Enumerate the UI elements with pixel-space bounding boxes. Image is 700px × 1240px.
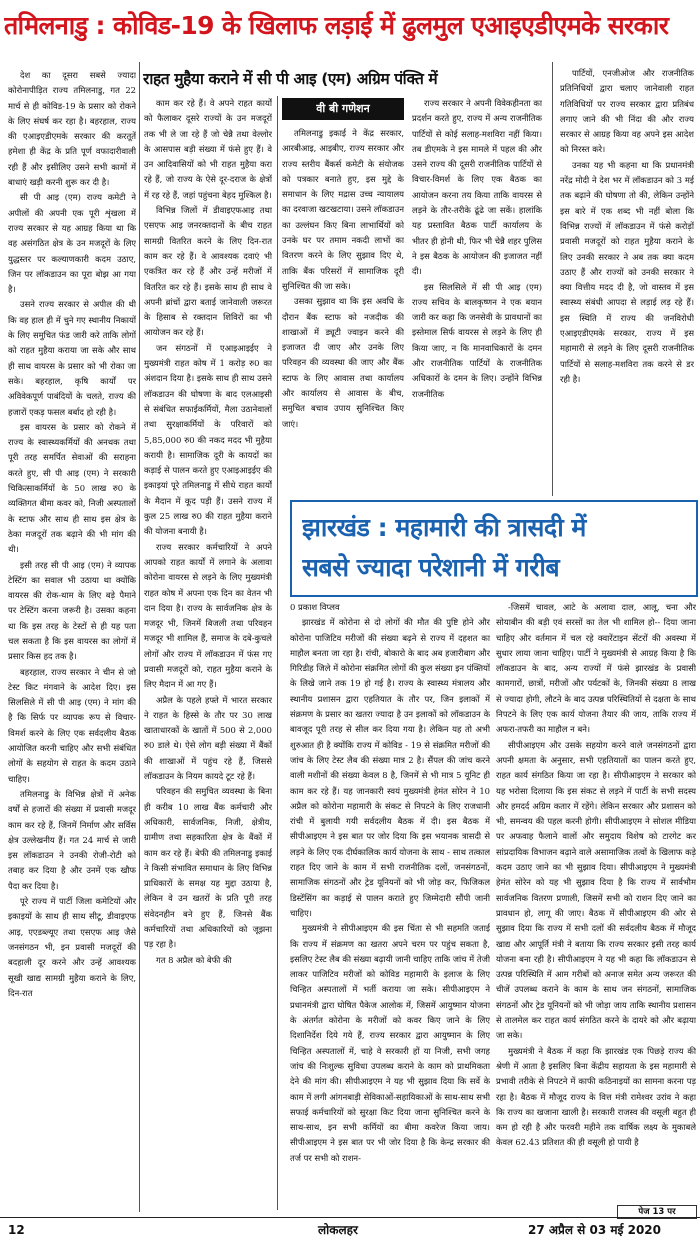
paragraph: उनका यह भी कहना था कि प्रधानमंत्री नरेंद्र मोदी ने देश भर में लॉकडाउन को 3 मई तक बढ़ाने की घोषणा तो की, लेकिन उन्होंने इस बारे में एक शब्द भी नहीं बोला कि विभिन्न राज्यों में लॉकडाउन में फंसे करोड़ों प्रवासी मजदूरों को राहत मुहैया कराने के लिए उनकी सरकार ने अब तक क्या कदम उठाए हैं और राज्यों को उनकी सरकार ने क्या वित्तीय मदद दी है, जो वास्तव में इस स्वास्थ्य संबंधी आपदा से लड़ाई लड़ रहे हैं। इस स्थिति में राज्य की जनविरोधी एआइएडीएमके सरकार, राज्य में इस महामारी से लड़ने के लिए दूसरी राजनीतिक पार्टियों से सलाह-मशविरा तक करने से डर रही है। [560,159,694,384]
jharkhand-column-1-body [290,615,490,1166]
paragraph: पूरे राज्य में पार्टी जिला कमेटियों और इकाइयों के साथ ही साथ सीटू, डीवाइएफ आइ, एएडब्ल्यूए तथा एसएफ आइ जैसे जनसंगठन भी, इन प्रवासी मजदूरों की बदहाली दूर करने और उन्हें आवश्यक सूखी खाद्य सामग्री मुहैया कराने के लिए, दिन-रात [8,896,136,998]
paragraph: गत 8 अप्रैल को बेफी की [156,954,232,965]
paragraph: उसका सुझाव था कि इस अवधि के दौरान बैंक स्टाफ को नजदीक की शाखाओं में ड्यूटी ज्वाइन करने की इजाजत दी जाए और उनके लिए परिवहन की व्यवस्था की जाए और बैंक स्टाफ के लिए आवास तथा कार्यालय और कार्यालय से आवास के बीच, समुचित बचाव उपाय सुनिश्चित किए जाएं। [282,296,404,429]
article-column-3 [282,126,404,496]
paragraph: काम कर रहे हैं। वे अपने राहत कार्यों को फैलाकर दूसरे राज्यों के उन मजदूरों तक भी ले जा रहे हैं जो चेन्नै तथा वेल्लोर के आसपास बड़ी संख्या में फंसे हुए हैं। वे उन आदिवासियों को भी राहत मुहैया करा रहे हैं, जो राज्य के ऐसे दूर-दराज के क्षेत्रों में रह रहे हैं, जहां पहुंचना बेहद मुश्किल है। [144,98,272,200]
article-column-2 [144,96,272,1210]
paragraph: तमिलनाडु इकाई ने केंद्र सरकार, आरबीआइ, आइबीए, राज्य सरकार और राज्य स्तरीय बैंकर्स कमेटी के संयोजक को पत्रकार बनाते हुए, इस मुद्दे के समाधान के लिए मद्रास उच्च न्यायालय का दरवाजा खटखटाया। उसने लॉकडाउन का उल्लंघन किए बिना लाभार्थियों को उनके घर पर तमाम नकदी लाभों का वितरण करने के लिए सुझाव दिए थे, ताकि बैंक परिसरों में सामाजिक दूरी सुनिश्चित की जा सके। [282,128,404,291]
paragraph: मुख्यमंत्री ने बैठक में कहा कि झारखंड एक पिछड़े राज्य की श्रेणी में आता है इसलिए बिना केंद्रीय सहायता के इस महामारी से प्रभावी तरीके से निपटने में काफी कठिनाइयों का सामना करना पड़ रहा है। बैठक में मौजूद राज्य के वित्त मंत्री रामेश्वर उरांव ने कहा कि राज्य का खजाना खाली है। सरकारी राजस्व की वसूली बहुत ही कम हो रही है और फरवरी महीने तक वार्षिक लक्ष्य के मुकाबले केवल 62.43 प्रतिशत की ही वसूली हो पायी है [496,1045,696,1148]
jharkhand-column-2 [496,600,696,1203]
paragraph: इस सिलसिले में सी पी आइ (एम) राज्य सचिव के बालकृष्णन ने एक बयान जारी कर कहा कि जनसेवी के प्रावधानों का इस्तेमाल सिर्फ वायरस से लड़ने के लिए ही किया जाए, न कि मानवाधिकारों के दमन और राजनीतिक पार्टियों के राजनीतिक अधिकारों के दमन के लिए। उन्होंने विभिन्न राजनीतिक [412,281,542,399]
article-column-5 [560,66,694,496]
article-subheadline: राहत मुहैया कराने में सी पी आइ (एम) अग्रिम पंक्ति में [143,70,438,88]
paragraph: उसने राज्य सरकार से अपील की थी कि वह हाल ही में चुने गए स्थानीय निकायों के लिए समुचित फंड जारी करे ताकि लोगों को राहत मुहैया कराया जा सके और साथ ही साथ वायरस के प्रसार को भी रोका जा सके। बहरहाल, कृषि कार्यों पर अविवेकपूर्ण पाबंदियों के चलते, राज्य की हजारों एकड़ फसल बर्बाद हो रही है। [8,299,136,417]
paragraph: झारखंड में कोरोना से दो लोगों की मौत की पुष्टि होने और कोरोना पाजिटिव मरीजों की संख्या बढ़ने से राज्य में दहशत का माहौल बनता जा रहा है। रांची, बोकारो के बाद अब हजारीबाग और गिरिडीह जिले में कोरोना संक्रमित लोगों की कुल संख्या इन पंक्तियों के लिखे जाने तक 19 हो गई है। राज्य के स्वास्थ्य मंत्रालय और स्थानीय प्रशासन द्वारा एहतियात के तौर पर, जिन इलाकों में संक्रमण के प्रसार का खतरा ज्यादा है उन इलाकों को लॉकडाउन के बावजूद पूरी तरह से सील कर दिया गया है। लेकिन यह तो अभी शुरुआत ही है क्योंकि राज्य में कोविड - 19 से संक्रमित मरीजों की जांच के लिए टेस्ट लैब की संख्या मात्र 2 है। सैंपल की जांच करने वाली मशीनों की संख्या केवल 8 है, जिनमें से भी मात्र 5 यूनिट ही काम कर रहे हैं। यह जानकारी स्वयं मुख्यमंत्री हेमंत सोरेन ने 10 अप्रैल को कोरोना महामारी के संकट से निपटने के लिए राजधानी रांची में बुलायी गयी सर्वदलीय बैठक में दी। इस बैठक में सीपीआइएम ने इस बात पर जोर दिया कि इस भयानक त्रासदी से लड़ने के लिए एक दीर्घकालिक कार्य योजना के साथ - साथ तत्काल राहत दिए जाने के काम में सभी राजनीतिक दलों, जनसंगठनों, सामाजिक संगठनों और ट्रेड यूनियनों को भी जोड़ कर, फिजिकल डिस्टेंसिंग का कड़ाई से पालन कराते हुए जिम्मेदारी सौंपी जानी चाहिए। [290,617,490,918]
column-divider [139,62,140,1212]
jharkhand-headline-line-2: सबसे ज्यादा परेशानी में गरीब [302,553,560,582]
issue-date: 27 अप्रैल से 03 मई 2020 [528,1223,661,1237]
paragraph: परिवहन की समुचित व्यवस्था के बिना ही करीब 10 लाख बैंक कर्मचारी और अधिकारी, सार्वजनिक, निजी, क्षेत्रीय, ग्रामीण तथा सहकारिता क्षेत्र के बैंकों में काम कर रहे हैं। बेफी की तमिलनाडु इकाई ने किसी संभावित समाधान के लिए विभिन्न प्राधिकारों के समक्ष यह मुद्दा उठाया है, लेकिन वे उन खतरों के प्रति पूरी तरह संवेदनहीन बने हुए हैं, जिनसे बैंक कर्मचारियों तथा अधिकारियों को जूझना पड़ रहा है। [144,786,272,950]
article-column-1 [8,68,136,1210]
paragraph: सीपीआइएम और उसके सहयोग करने वाले जनसंगठनों द्वारा अपनी क्षमता के अनुसार, सभी एहतियातों का पालन करते हुए, राहत कार्य संगठित किया जा रहा है। सीपीआइएम ने सरकार को यह भरोसा दिलाया कि इस संकट से लड़ने में पार्टी के सभी सदस्य और हमदर्द अग्रिम कतार में रहेंगे। लेकिन सरकार और प्रशासन को भी, समन्वय की पहल करनी होगी। सीपीआइएम ने सोशल मीडिया पर अफवाह फैलाने वालों और समुदाय विशेष को टारगेट कर सांप्रदायिक विभाजन बढ़ाने वाले असामाजिक तत्वों के खिलाफ कड़े कदम उठाए जाने का भी सुझाव दिया। सीपीआइएम ने मुख्यमंत्री हेमंत सोरेन को यह भी सुझाव दिया है कि राज्य में सार्वभौम सार्वजनिक वितरण प्रणाली, जिसमें सभी को राशन दिए जाने का प्रावधान हो, लागू की जाए। बैठक में सीपीआइएम की ओर से सुझाव दिया कि राज्य में सभी दलों की सर्वदलीय बैठक में मौजूद खाद्य और आपूर्ति मंत्री ने बताया कि राज्य सरकार इसी तरह कार्य योजना बना रही है। सीपीआइएम ने यह भी कहा कि लॉकडाउन से उत्पन्न परिस्थिति में आम गरीबों को अनाज समेत अन्य जरूरत की चीजें उपलब्ध कराने के काम के साथ जन संगठनों, सामाजिक संगठनों और ट्रेड यूनियनों को भी जोड़ा जाय ताकि स्थानीय प्रशासन से तालमेल कर राहत कार्य संगठित करने के दायरे को और बढ़ाया जा सके। [496,739,696,1041]
paragraph: -जिसमें चावल, आटे के अलावा दाल, आलू, चना और सोयाबीन की बड़ी एवं सरसों का तेल भी शामिल हो-- दिया जाना चाहिए और वर्तमान में चल रहे क्वारेंटाइन सेंटरों की अवस्था में सुधार लाया जाना चाहिए। पार्टी ने मुख्यमंत्री से आग्रह किया है कि लॉकडाउन के बाद, अन्य राज्यों में फंसे झारखंड के प्रवासी कामगारों, छात्रों, मरीजों और पर्यटकों के, जिनकी संख्या 8 लाख से ज्यादा होगी, लौटने के बाद उत्पन्न परिस्थितियों से दक्षता के साथ निपटने के लिए एक कार्य योजना तैयार की जाय, ताकि राज्य में अफरा-तफरी का माहौल न बने। [496,602,696,735]
jharkhand-column-1 [290,600,490,1205]
byline: वी बी गणेशन [282,98,404,120]
paragraph: इसी तरह सी पी आइ (एम) ने व्यापक टेस्टिंग का सवाल भी उठाया था क्योंकि वायरस की रोक-थाम के लिए बड़े पैमाने पर टेस्टिंग करना जरूरी है। उसका कहना था कि इस तरह के टेस्टों से ही यह पता चल सकता है कि इस वायरस का लोगों में प्रसार किस हद तक है। [8,559,136,662]
paragraph: राज्य सरकार ने अपनी विवेकहीनता का प्रदर्शन करते हुए, राज्य में अन्य राजनीतिक पार्टियों से कोई सलाह-मशविरा नहीं किया। तब डीएमके ने इस मामले में पहल की और उसने राज्य की दूसरी राजनीतिक पार्टियों से विचार-विमर्श के लिए एक बैठक का आयोजन करना तय किया ताकि वायरस से लड़ने के तौर-तरीके ढूंढे जा सकें। हालांकि यह प्रस्तावित बैठक पार्टी कार्यालय के भीतर ही होनी थी, फिर भी चेन्नै शहर पुलिस ने इस बैठक के आयोजन की इजाजत नहीं दी। [412,98,542,277]
jharkhand-headline-box [290,500,698,597]
paragraph: विभिन्न जिलों में डीवाइएफआइ तथा एसएफ आइ जनरक्तदानों के बीच राहत सामग्री वितरित करने के लिए दिन-रात काम कर रहे हैं। वे आवश्यक दवाएं भी एकत्रित कर रहे हैं और उन्हें मरीजों में वितरित कर रहे हैं। इसके साथ ही साथ वे अपनी ब्रांचों द्वारा बताई जानेवाली जरूरत के हिसाब से रक्तदान शिविरों का भी आयोजन कर रहे हैं। [144,205,272,338]
paragraph: राज्य सरकार कर्मचारियों ने अपने आपको राहत कार्यों में लगाने के अलावा कोरोना वायरस से लड़ने के लिए मुख्यमंत्री राहत कोष में अपना एक दिन का वेतन भी दान दिया है। राज्य के सार्वजनिक क्षेत्र के मजदूर भी, जिनमें बिजली तथा परिवहन मजदूर भी शामिल हैं, समाज के दबे-कुचले लोगों और राज्य में लॉकडाउन में फंस गए प्रवासी मजदूरों को, राहत मुहैया कराने के लिए मैदान में आ गए हैं। [144,541,272,690]
page-number: 12 [8,1223,25,1237]
paragraph: तमिलनाडु के विभिन्न क्षेत्रों में अनेक वर्षों से हजारों की संख्या में प्रवासी मजदूर काम कर रहे हैं, जिनमें निर्माण और सर्विस क्षेत्र उल्लेखनीय हैं। गत 24 मार्च से जारी इस लॉकडाउन ने उनकी रोजी-रोटी को तबाह कर दिया है और उनमें एक खौफ पैदा कर दिया है। [8,788,136,891]
article-column-4 [412,96,542,496]
paragraph: इस वायरस के प्रसार को रोकने में राज्य के स्वास्थ्यकर्मियों की अनथक तथा पूरी तरह समर्पित सेवाओं की सराहना करते हुए, सी पी आइ (एम) ने सरकारी चिकित्साकर्मियों के 50 लाख रु0 के व्यक्तिगत बीमा कवर को, निजी अस्पतालों के स्टाफ और साथ ही साथ इस क्षेत्र के ठेका मजदूरों तक बढ़ाने की भी मांग की थी। [8,421,136,555]
continued-on-page: पेज 13 पर [617,1205,697,1219]
paragraph: जन संगठनों में एआइआइईए ने मुख्यमंत्री राहत कोष में 1 करोड़ रु0 का अंशदान दिया है। इसके साथ ही साथ उसने लॉकडाउन की घोषणा के बाद एलआइसी से संबंधित सफाईकर्मियों, मैला उठानेवालों तथा सुरक्षाकर्मियों के परिवारों को 5,85,000 रु0 की नकद मदद भी मुहैया करायी है। सामाजिक दूरी के कायदों का कड़ाई से पालन करते हुए एआइआइईए की इकाइयां पूरे तमिलनाडु में सीधे राहत कार्यों के मैदान में कूद पड़ी हैं। उसने राज्य में कुल 25 लाख रु0 की राहत मुहैया कराने की योजना बनायी है। [144,342,272,537]
footer-rule [0,1217,700,1218]
column-divider [277,96,278,1210]
paragraph: सी पी आइ (एम) राज्य कमेटी ने अपीलों की अपनी एक पूरी शृंखला में राज्य सरकार से यह आग्रह किया था कि वह असंगठित क्षेत्र के उन मजदूरों के लिए युद्धस्तर पर कल्याणकारी कदम उठाए, जिन पर लॉकडाउन का पूरा बोझ आ गया है। [8,192,136,295]
column-divider [552,62,553,496]
jharkhand-headline-line-1: झारखंड : महामारी की त्रासदी में [302,513,586,542]
paragraph: अप्रैल के पहले हफ्ते में भारत सरकार ने राहत के हिस्से के तौर पर 30 लाख खाताधारकों के खातों में 500 से 2,000 रु0 डाले थे। ऐसे लोग बड़ी संख्या में बैंकों की शाखाओं में पहुंच रहे हैं, जिससे लॉकडाउन के नियम कायदे टूट रहे हैं। [144,694,272,782]
main-headline: तमिलनाडु : कोविड-19 के खिलाफ लड़ाई में ढुलमुल एआइएडीएमके सरकार [4,11,669,40]
paragraph: मुख्यमंत्री ने सीपीआइएम की इस चिंता से भी सहमति जताई कि राज्य में संक्रमण का खतरा अपने चरम पर पहुंच सकता है, इसलिए टेस्ट लैब की संख्या बढ़ायी जानी चाहिए ताकि जांच में तेजी लाकर पाजिटिव मरीजों को कोविड महामारी के इलाज के लिए चिन्हित अस्पतालों में भर्ती कराया जा सके। सीपीआइएम ने प्रधानमंत्री द्वारा घोषित पैकेज आलोक में, जिसमें आयुष्मान योजना के अंतर्गत कोरोना के मरीजों को कवर किए जाने के लिए दिशानिर्देश दिये गये हैं, राज्य सरकार द्वारा आयुष्मान के लिए चिन्हित अस्पतालों में, चाहे वे सरकारी हों या निजी, सभी जगह जांच की निःशुल्क सुविधा उपलब्ध कराने के काम को प्राथमिकता देने की मांग की। सीपीआइएम ने यह भी सुझाव दिया कि सर्वे के काम में लगी आंगनबाड़ी सेविकाओं-सहायिकाओं के साथ-साथ सभी सफाई कर्मचारियों को सुरक्षा किट दिया जाना सुनिश्चित करने के साथ-साथ, इन सभी कर्मियों का बीमा कवरेज किया जाय। सीपीआइएम ने इस बात पर भी जोर दिया है कि केन्द्र सरकार की तर्ज पर सभी को राशन- [290,923,490,1163]
paragraph: देश का दूसरा सबसे ज्यादा कोरोनापीड़ित राज्य तमिलनाडु, गत 22 मार्च से ही कोविड-19 के प्रसार को रोकने के लिए संघर्ष कर रहा है। बहरहाल, राज्य की एआइएडीएमके सरकार की करतूतें हमेशा ही केंद्र के प्रति पूर्ण वफादारीवाली रही हैं और इसीलिए उसने सभी कामों में बाधाएं खड़ी करनी शुरू कर दी है। [8,70,136,188]
paragraph: पार्टियों, एनजीओज और राजनीतिक प्रतिनिधियों द्वारा चलाए जानेवाली राहत गतिविधियों पर राज्य सरकार द्वारा प्रतिबंध लगाए जाने की भी निंदा की और राज्य सरकार से आग्रह किया वह अपने इस आदेश को निरस्त करे। [560,68,694,155]
publication-name: लोकलहर [318,1223,358,1237]
paragraph: बहरहाल, राज्य सरकार ने चीन से जो टेस्ट किट मंगवाने के आदेश दिए। इस सिलसिले में सी पी आइ (एम) ने मांग की है कि सिर्फ पर व्यापक रूप से विचार-विमर्श करने के लिए एक सर्वदलीय बैठक आयोजित करनी चाहिए और सभी संबंधित लोगों के सहयोग से राहत के कदम उठाने चाहिए। [8,666,136,784]
jharkhand-author: 0 प्रकाश विप्लव [290,602,340,612]
